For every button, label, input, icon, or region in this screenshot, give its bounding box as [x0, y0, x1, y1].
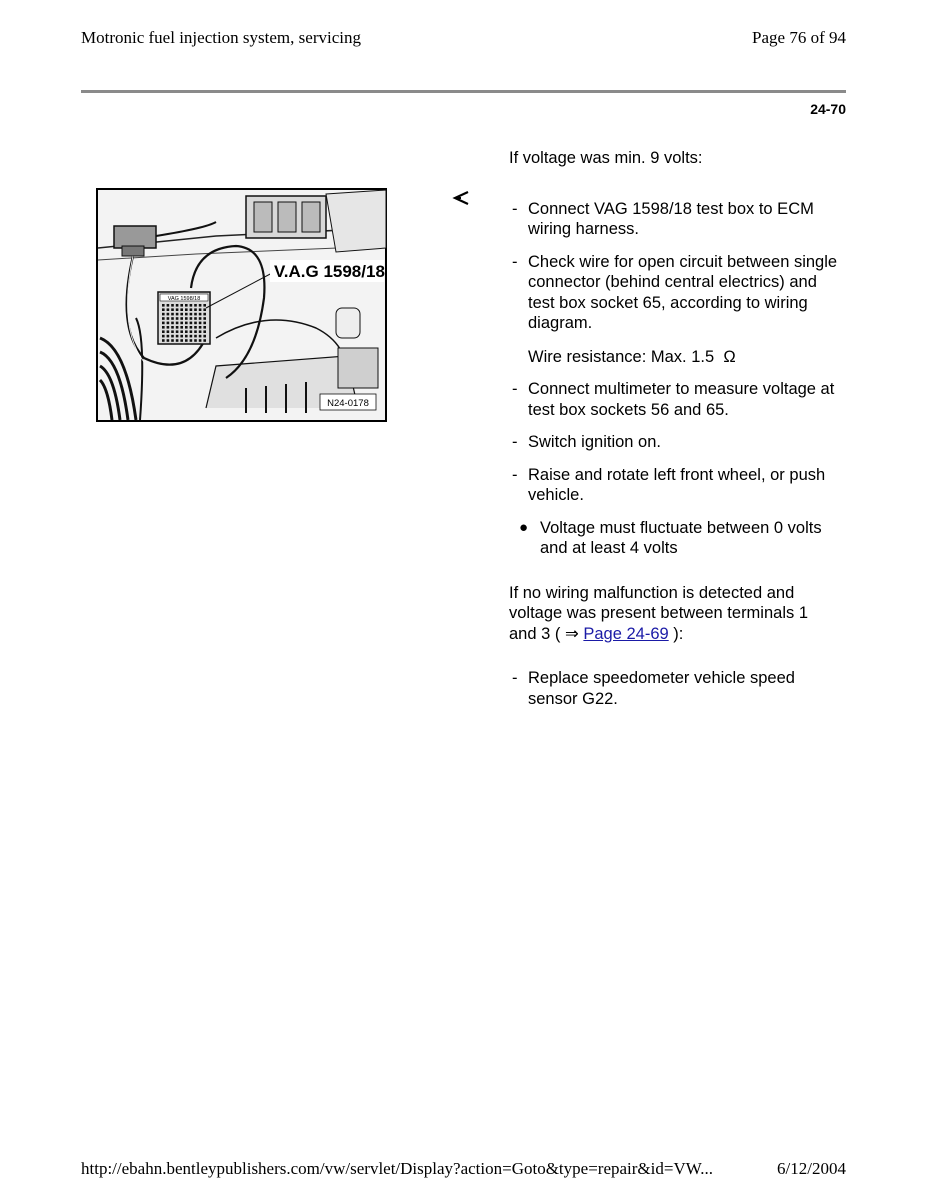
bullet-text: Voltage must fluctuate between 0 volts and at least 4 volts — [540, 518, 822, 557]
page-24-69-link[interactable]: Page 24-69 — [583, 624, 669, 643]
step-text: Connect multimeter to measure voltage at test box sockets 56 and 65. — [528, 380, 835, 419]
step-text: Switch ignition on. — [528, 433, 661, 451]
resistance-label: Wire resistance: Max. 1.5 — [528, 347, 715, 366]
footer-date: 6/12/2004 — [777, 1159, 846, 1178]
step-connect-multimeter: - Connect multimeter to measure voltage at test box sockets 56 and 65. — [512, 380, 835, 419]
step-check-wire: - Check wire for open circuit between single connector (behind central electrics) and test box socket 65, according to wiring diagram. — [512, 252, 838, 332]
section-code: 24-70 — [810, 101, 846, 117]
figure-pointer-icon — [452, 190, 470, 206]
test-box-label: VAG 1598/18 — [167, 296, 201, 302]
step-ignition-on: - Switch ignition on. — [512, 433, 661, 451]
step-replace-sensor: - Replace speedometer vehicle speed sensor G22. — [512, 669, 795, 708]
header-divider — [81, 90, 846, 93]
header-page-number: Page 76 of 94 — [752, 28, 846, 47]
step-text: Check wire for open circuit between single connector (behind central electrics) and test box socket 65, according to wiring diagram. — [528, 252, 838, 332]
ohm-unit: Ω — [723, 347, 736, 366]
wire-resistance — [509, 347, 839, 368]
engine-bay-illustration — [96, 188, 387, 422]
step-text: Raise and rotate left front wheel, or push vehicle. — [528, 465, 826, 504]
bullet-icon: ● — [519, 518, 529, 536]
condition-text: If no wiring malfunction is detected and voltage was present between terminals 1 and 3 ( ⇒ Page 24-69 ): — [509, 583, 808, 643]
figure-callout: V.A.G 1598/18 — [274, 262, 385, 281]
figure-ref: N24-0178 — [327, 398, 369, 409]
step-text: Replace speedometer vehicle speed sensor G22. — [528, 669, 795, 708]
procedure-text — [509, 148, 839, 709]
step-text: Connect VAG 1598/18 test box to ECM wiring harness. — [528, 199, 814, 238]
footer-url: http://ebahn.bentleypublishers.com/vw/servlet/Display?action=Goto&type=repair&id=VW... — [81, 1159, 713, 1178]
header-title: Motronic fuel injection system, servicing — [81, 28, 361, 47]
bullet-voltage-fluctuate — [509, 518, 839, 559]
step-rotate-wheel: - Raise and rotate left front wheel, or push vehicle. — [512, 465, 826, 504]
step-connect-test-box: - Connect VAG 1598/18 test box to ECM wiring harness. — [512, 199, 814, 238]
intro-text: If voltage was min. 9 volts: — [509, 149, 703, 167]
